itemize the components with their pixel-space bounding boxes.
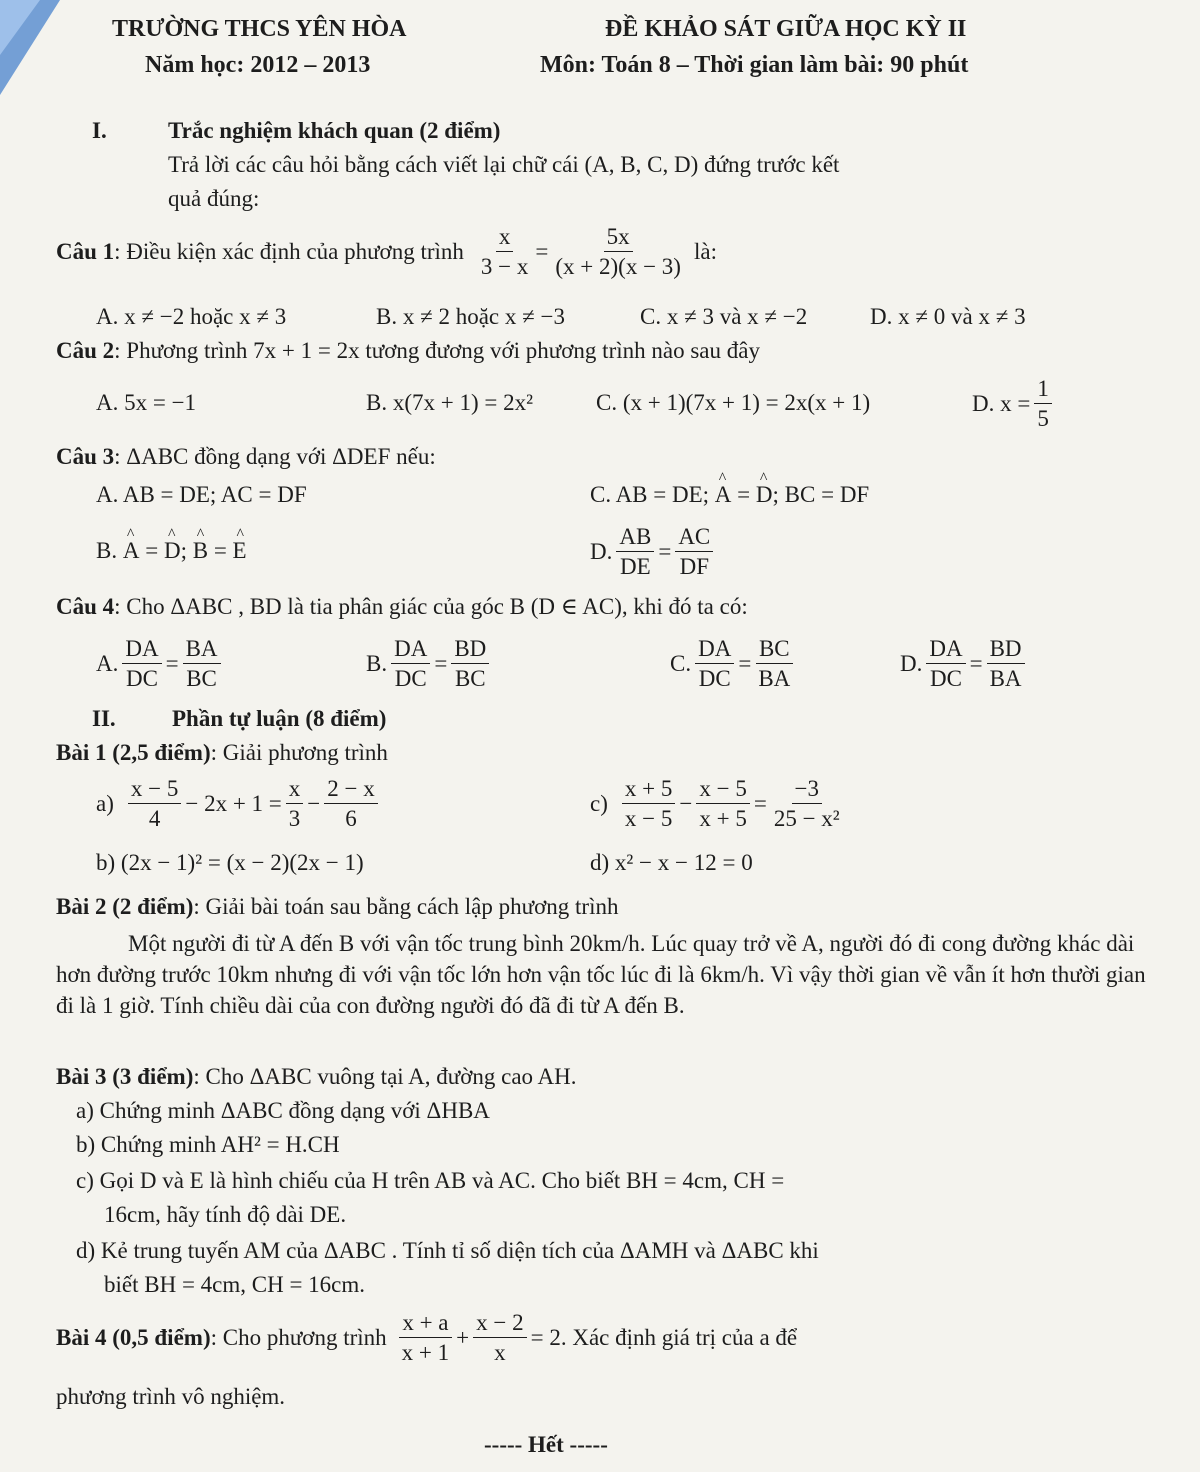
q3-c-equals: =: [737, 482, 751, 507]
q4-label: Câu 4: [56, 594, 115, 619]
q4-b-fraction-left: [391, 636, 430, 692]
bai1-c-den2: x + 5: [699, 806, 747, 832]
q3-d-fraction-left: [616, 524, 654, 580]
q3-option-a: A. AB = DE; AC = DF: [96, 482, 307, 507]
q3-d-num2: AC: [675, 524, 713, 552]
q4-c-letter: C.: [670, 650, 692, 676]
q3-c-angle-d: ^ D: [756, 482, 773, 508]
q1-frac1-den: 3 − x: [480, 254, 529, 280]
school-year: Năm học: 2012 – 2013: [145, 52, 371, 78]
q3-b-angle-a: ^ A: [123, 538, 140, 564]
bai4-frac1: [399, 1310, 452, 1366]
bai2-label: Bài 2 (2 điểm): [56, 894, 194, 919]
bai2-heading: [56, 894, 618, 920]
bai4-label: Bài 4 (0,5 điểm): [56, 1324, 211, 1350]
part2-title: Phần tự luận (8 điểm): [172, 706, 387, 731]
q2-option-c: C. (x + 1)(7x + 1) = 2x(x + 1): [596, 390, 871, 415]
bai3-part-b: b) Chứng minh AH² = H.CH: [76, 1132, 340, 1157]
bai1-equation-d: d) x² − x − 12 = 0: [590, 850, 753, 875]
bai4-num2: x − 2: [473, 1310, 526, 1338]
bai3-part-c-line2: 16cm, hãy tính độ dài DE.: [104, 1202, 347, 1227]
q3-b-prefix: B.: [96, 538, 118, 563]
q4-b-den1: DC: [394, 666, 427, 692]
q2-d-prefix: D. x =: [972, 390, 1031, 416]
bai1-a-frac3: [324, 776, 377, 832]
q4-c-den1: DC: [698, 666, 731, 692]
bai1-equation-a: a) $\frac{x - 5}{4}$ − 2x + 1 = $\frac{x}{3}$ − $\frac{2 - x}{6}$: [96, 776, 382, 832]
bai1-a-den3: 6: [345, 806, 357, 832]
q3-stem: [56, 444, 436, 470]
bai1-a-num3: 2 − x: [324, 776, 377, 804]
q1-option-c: C. x ≠ 3 và x ≠ −2: [640, 304, 808, 329]
q1-option-b: B. x ≠ 2 hoặc x ≠ −3: [376, 304, 565, 329]
bai1-c-frac1: [622, 776, 675, 832]
q4-b-letter: B.: [366, 650, 388, 676]
bai4-frac2: [473, 1310, 526, 1366]
q4-option-c: C. $\frac{DA}{DC}$ = $\frac{BC}{BA}$: [670, 636, 797, 692]
q2-text: : Phương trình 7x + 1 = 2x tương đương với phương trình nào sau đây: [114, 338, 760, 363]
q4-c-fraction-right: [755, 636, 793, 692]
q3-option-d: D. $\frac{AB}{DE}$ = $\frac{AC}{DF}$: [590, 524, 717, 580]
corner-decoration-light: [0, 0, 40, 55]
q3-c-angle-a: ^ A: [715, 482, 732, 508]
bai1-heading: [56, 740, 388, 766]
bai3-label: Bài 3 (3 điểm): [56, 1064, 194, 1089]
q3-d-prefix: D.: [590, 538, 613, 564]
q4-c-num1: DA: [695, 636, 734, 664]
bai1-a-num2: x: [286, 776, 304, 804]
q2-d-num: 1: [1034, 376, 1052, 404]
q4-d-letter: D.: [900, 650, 923, 676]
q4-c-fraction-left: [695, 636, 734, 692]
bai3-heading: [56, 1064, 577, 1090]
bai4-statement: Bài 4 (0,5 điểm) : Cho phương trình $\frac{x + a}{x + 1}$ + $\frac{x - 2}{x}$ = 2. Xác định giá trị của a để: [56, 1310, 798, 1366]
bai1-c-num2: x − 5: [696, 776, 749, 804]
q4-d-den2: BA: [989, 666, 1022, 692]
bai1-a-middle: − 2x + 1 =: [185, 790, 282, 816]
q1-stem: [56, 224, 717, 280]
q4-b-fraction-right: [451, 636, 489, 692]
q1-equals: =: [535, 238, 549, 264]
school-name: TRƯỜNG THCS YÊN HÒA: [112, 16, 407, 42]
q1-frac2-den: (x + 2)(x − 3): [555, 254, 681, 280]
q3-option-b: B. ^ A = ^ D; ^ B = ^ E: [96, 538, 247, 564]
q4-b-num1: DA: [391, 636, 430, 664]
q2-label: Câu 2: [56, 338, 115, 363]
q4-a-letter: A.: [96, 650, 119, 676]
q1-text: : Điều kiện xác định của phương trình: [114, 238, 464, 264]
bai3-part-a: a) Chứng minh ΔABC đồng dạng với ΔHBA: [76, 1098, 490, 1123]
q4-a-den1: DC: [126, 666, 158, 692]
q4-a-den2: BC: [186, 666, 217, 692]
bai3-text: : Cho ΔABC vuông tại A, đường cao AH.: [193, 1064, 577, 1089]
q2-d-den: 5: [1037, 406, 1049, 432]
bai1-c-frac3: [771, 776, 843, 832]
q4-a-fraction-left: [122, 636, 161, 692]
q3-b-angle-b: ^ B: [193, 538, 208, 564]
part1-instruction-line1: Trả lời các câu hỏi bằng cách viết lại chữ cái (A, B, C, D) đứng trước kết: [168, 152, 840, 177]
part1-instruction-line2: quả đúng:: [168, 186, 260, 211]
q1-label: Câu 1: [56, 238, 115, 264]
q3-d-den1: DE: [620, 554, 651, 580]
q3-text: : ΔABC đồng dạng với ΔDEF nếu:: [114, 444, 436, 469]
bai1-c-label: c): [590, 790, 608, 816]
q2-option-a: A. 5x = −1: [96, 390, 197, 415]
bai4-text: : Cho phương trình: [210, 1324, 387, 1350]
exam-title: ĐỀ KHẢO SÁT GIỮA HỌC KỲ II: [605, 16, 967, 42]
q1-option-a: A. x ≠ −2 hoặc x ≠ 3: [96, 304, 287, 329]
q4-d-num2: BD: [987, 636, 1025, 664]
bai1-equation-b: b) (2x − 1)² = (x − 2)(2x − 1): [96, 850, 364, 875]
q4-d-den1: DC: [930, 666, 962, 692]
bai1-a-frac2: [286, 776, 304, 832]
q4-d-num1: DA: [926, 636, 965, 664]
q4-b-num2: BD: [451, 636, 489, 664]
bai1-equation-c: c) $\frac{x + 5}{x - 5}$ − $\frac{x - 5}{x + 5}$ = $\frac{-3}{\text{25 − x²}}$: [590, 776, 847, 832]
q2-stem: [56, 338, 760, 364]
q2-option-b: B. x(7x + 1) = 2x²: [366, 390, 533, 415]
bai4-num1: x + a: [399, 1310, 451, 1338]
bai1-a-label: a): [96, 790, 114, 816]
bai1-a-den2: 3: [288, 806, 301, 832]
q4-option-b: B. $\frac{DA}{DC}$ = $\frac{BD}{BC}$: [366, 636, 493, 692]
q4-text: : Cho ΔABC , BD là tia phân giác của góc B (D ∈ AC), khi đó ta có:: [114, 594, 748, 619]
bai3-part-c-line1: c) Gọi D và E là hình chiếu của H trên AB và AC. Cho biết BH = 4cm, CH =: [76, 1168, 785, 1193]
q4-d-fraction-right: [987, 636, 1025, 692]
bai3-part-d-line2: biết BH = 4cm, CH = 16cm.: [104, 1272, 366, 1297]
bai1-a-num1: x − 5: [128, 776, 181, 804]
bai1-c-num1: x + 5: [622, 776, 675, 804]
bai3-part-d-line1: d) Kẻ trung tuyến AM của ΔABC . Tính tỉ số diện tích của ΔAMH và ΔABC khi: [76, 1238, 819, 1263]
bai1-a-frac1: [128, 776, 181, 832]
q4-a-num1: DA: [122, 636, 161, 664]
q3-b-angle-e: ^ E: [233, 538, 247, 564]
bai4-den2: x: [494, 1340, 506, 1366]
q4-c-num2: BC: [756, 636, 793, 664]
part1-numeral: I.: [92, 118, 107, 143]
bai1-label: Bài 1 (2,5 điểm): [56, 740, 211, 765]
q1-fraction-right: [552, 224, 684, 280]
bai2-text: : Giải bài toán sau bằng cách lập phương trình: [193, 894, 619, 919]
q3-label: Câu 3: [56, 444, 115, 469]
q3-option-c: [590, 482, 869, 508]
bai4-equation-tail: = 2. Xác định giá trị của a để: [530, 1324, 798, 1350]
q4-a-fraction-right: [183, 636, 221, 692]
bai1-c-den1: x − 5: [624, 806, 673, 832]
q3-c-prefix: C. AB = DE;: [590, 482, 710, 507]
q1-frac2-num: 5x: [604, 224, 633, 252]
q1-suffix: là:: [693, 238, 717, 264]
q3-d-num1: AB: [616, 524, 654, 552]
q4-c-den2: BA: [758, 666, 791, 692]
part1-title: Trắc nghiệm khách quan (2 điểm): [168, 118, 501, 143]
bai1-c-num3: −3: [792, 776, 822, 804]
q4-option-d: D. $\frac{DA}{DC}$ = $\frac{BD}{BA}$: [900, 636, 1029, 692]
q1-option-d: D. x ≠ 0 và x ≠ 3: [870, 304, 1026, 329]
bai4-den1: x + 1: [401, 1340, 450, 1366]
q4-b-den2: BC: [454, 666, 486, 692]
exam-subject: Môn: Toán 8 – Thời gian làm bài: 90 phút: [540, 52, 969, 78]
bai1-a-den1: 4: [148, 806, 161, 832]
q4-d-fraction-left: [926, 636, 965, 692]
q3-d-den2: DF: [679, 554, 709, 580]
q4-stem: [56, 594, 748, 620]
bai1-c-frac2: [696, 776, 749, 832]
q2-option-d: [972, 376, 1056, 432]
q4-option-a: A. $\frac{DA}{DC}$ = $\frac{BA}{BC}$: [96, 636, 225, 692]
bai1-text: : Giải phương trình: [210, 740, 388, 765]
q3-c-suffix: ; BC = DF: [772, 482, 870, 507]
q2-d-fraction: [1034, 376, 1052, 432]
bai1-c-den3: 25 − x²: [773, 806, 840, 832]
bai4-line2: phương trình vô nghiệm.: [56, 1384, 286, 1409]
q3-b-angle-d: ^ D: [164, 538, 181, 564]
q1-fraction-left: [478, 224, 531, 280]
bai2-body: Một người đi từ A đến B với vận tốc trung bình 20km/h. Lúc quay trở về A, người đó đi cong đường khác dài hơn đường trước 10km nhưng đi với vận tốc lớn hơn vận tốc lúc đi là 6km/h. Vì vậy thời gian về vẫn ít hơn thười gian đi là 1 giờ. Tính chiều dài của con đường người đó đã đi từ A đến B.: [56, 931, 1146, 1018]
q4-a-num2: BA: [183, 636, 221, 664]
part2-numeral: II.: [92, 706, 116, 731]
end-marker: ----- Hết -----: [484, 1432, 608, 1457]
q1-frac1-num: x: [496, 224, 514, 252]
q3-d-fraction-right: [675, 524, 713, 580]
